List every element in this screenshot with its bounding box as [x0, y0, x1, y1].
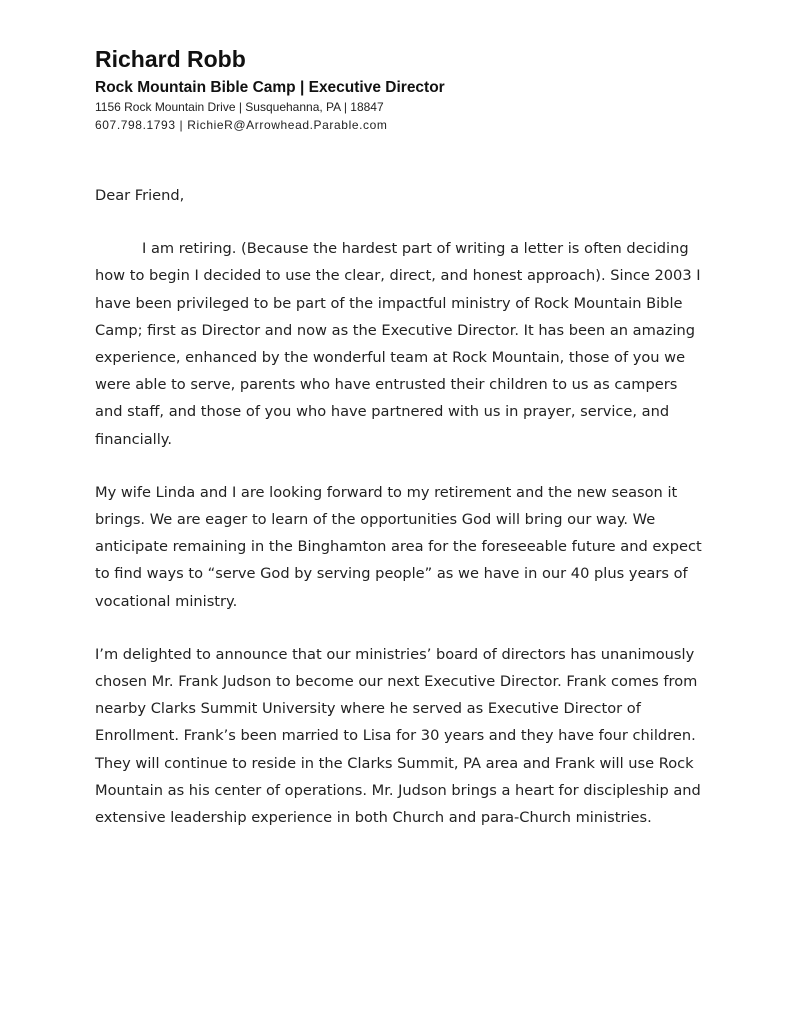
sender-address: 1156 Rock Mountain Drive | Susquehanna, PA | 18847 — [95, 100, 384, 114]
paragraph-retirement-announcement: I am retiring. (Because the hardest part of writing a letter is often deciding how to begin I decided to use the clear, direct, and honest approach). Since 2003 I have been privileged to be part of the impactful ministry of Rock Mountain Bible Camp; first as Director and now as the Executive Director. It has been an amazing experience, enhanced by the wonderful team at Rock Mountain, those of you we were able to serve, parents who have entrusted their children to us as campers and staff, and those of you who have partnered with us in prayer, service, and financially. — [95, 240, 701, 448]
paragraph-future-plans: My wife Linda and I are looking forward to my retirement and the new season it brings. We are eager to learn of the opportunities God will bring our way. We anticipate remaining in the Binghamton area for the foreseeable future and expect to find ways to “serve God by serving people” as we have in our 40 plus years of vocational ministry. — [95, 483, 702, 610]
paragraph-successor-announcement: I’m delighted to announce that our ministries’ board of directors has unanimously chosen Mr. Frank Judson to become our next Executive Director. Frank comes from nearby Clarks Summit University where he served as Executive Director of Enrollment. Frank’s been married to Lisa for 30 years and they have four children. They will continue to reside in the Clarks Summit, PA area and Frank will use Rock Mountain as his center of operations. Mr. Judson brings a heart for discipleship and extensive leadership experience in both Church and para-Church ministries. — [95, 645, 701, 827]
sender-contact: 607.798.1793 | RichieR@Arrowhead.Parable.com — [95, 118, 388, 132]
salutation: Dear Friend, — [95, 187, 185, 204]
sender-title: Rock Mountain Bible Camp | Executive Director — [95, 79, 445, 96]
letter-body — [95, 182, 707, 857]
sender-name: Richard Robb — [95, 46, 246, 72]
letterhead — [95, 44, 735, 134]
